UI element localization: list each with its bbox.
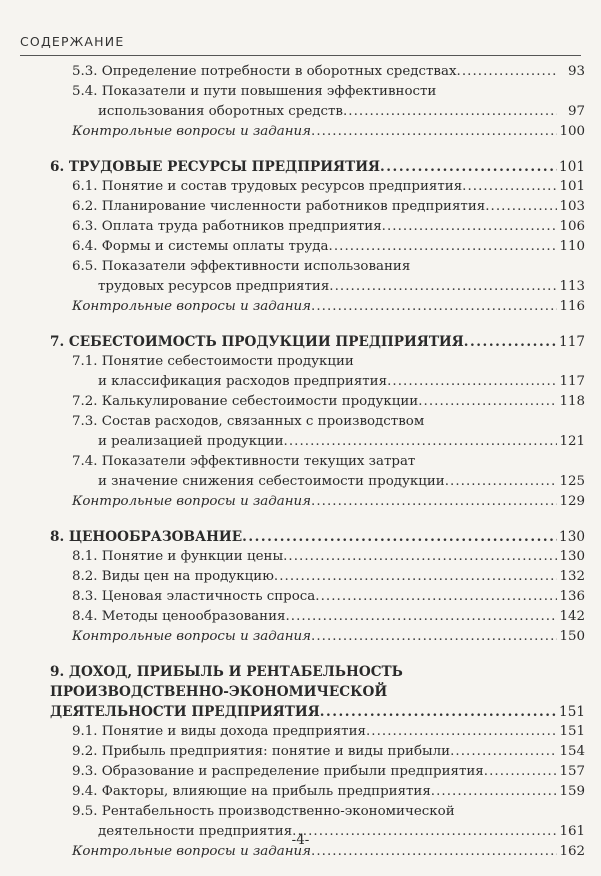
leader-dots [418,392,557,412]
chapter-title: 6. ТРУДОВЫЕ РЕСУРСЫ ПРЕДПРИЯТИЯ [50,159,381,175]
toc-entry-text: Контрольные вопросы и задания [72,299,312,314]
toc-page-number: 116 [559,299,585,314]
leader-dots [242,527,557,547]
toc-entry-7-2[interactable] [50,392,585,412]
leader-dots [274,567,557,587]
toc-entry-text: и реализацией продукции [98,434,284,449]
toc-entry-6-1[interactable] [50,177,585,197]
toc-entry-text: 9.1. Понятие и виды дохода предприятия [72,724,366,739]
table-of-contents [50,62,585,862]
toc-entry-9-2[interactable] [50,742,585,762]
chapter-title: 8. ЦЕНООБРАЗОВАНИЕ [50,529,243,545]
toc-entry-8-questions[interactable] [50,627,585,647]
leader-dots [285,607,557,627]
toc-entry-6-questions[interactable] [50,297,585,317]
toc-page-number: 106 [559,219,585,234]
toc-entry-6-2[interactable] [50,197,585,217]
toc-chapter-8[interactable] [50,527,585,547]
toc-entry-text: и классификация расходов предприятия [98,374,388,389]
toc-entry-8-3[interactable] [50,587,585,607]
toc-entry-text: 6.1. Понятие и состав трудовых ресурсов предприятия [72,179,463,194]
toc-entry-text: 9.3. Образование и распределение прибыли предприятия [72,764,484,779]
leader-dots [329,277,557,297]
header-rule [20,55,581,56]
toc-entry-8-1[interactable] [50,547,585,567]
toc-entry-text: 8.3. Ценовая эластичность спроса [72,589,316,604]
toc-entry-text: 9.2. Прибыль предприятия: понятие и виды прибыли [72,744,451,759]
page-number-footer: -4- [291,832,310,848]
toc-page-number: 159 [559,784,585,799]
chapter-title: ДЕЯТЕЛЬНОСТИ ПРЕДПРИЯТИЯ [50,704,320,720]
toc-chapter-9-line1[interactable]: 9. ДОХОД, ПРИБЫЛЬ И РЕНТАБЕЛЬНОСТЬ [50,664,403,680]
toc-entry-text: 6.4. Формы и системы оплаты труда [72,239,329,254]
toc-entry-text: Контрольные вопросы и задания [72,124,312,139]
toc-entry-text: и значение снижения себестоимости продукции [98,474,445,489]
leader-dots [311,492,557,512]
toc-entry-6-5[interactable] [50,277,585,297]
toc-entry-9-3[interactable] [50,762,585,782]
toc-page-number: 150 [559,629,585,644]
toc-entry-8-4[interactable] [50,607,585,627]
leader-dots [462,177,557,197]
toc-entry-8-2[interactable] [50,567,585,587]
toc-entry-9-5-line1[interactable]: 9.5. Рентабельность производственно-экономической [72,804,455,819]
toc-page-number: 118 [559,394,585,409]
toc-page-number: 129 [559,494,585,509]
toc-entry-text: трудовых ресурсов предприятия [98,279,330,294]
toc-page-number: 136 [559,589,585,604]
toc-entry-text: 8.4. Методы ценообразования [72,609,286,624]
toc-page-number: 103 [559,199,585,214]
toc-entry-7-1[interactable] [50,372,585,392]
toc-entry-6-3[interactable] [50,217,585,237]
toc-entry-text: Контрольные вопросы и задания [72,844,312,859]
toc-entry-text: 9.4. Факторы, влияющие на прибыль предприятия [72,784,431,799]
toc-entry-text: 6.2. Планирование численности работников предприятия [72,199,486,214]
toc-entry-text: деятельности предприятия [98,824,293,839]
toc-chapter-7[interactable] [50,332,585,352]
leader-dots [387,372,557,392]
toc-entry-7-3[interactable] [50,432,585,452]
leader-dots [320,702,557,722]
toc-chapter-9[interactable] [50,702,585,722]
leader-dots [485,197,557,217]
toc-page-number: 110 [559,239,585,254]
leader-dots [343,102,557,122]
leader-dots [284,432,557,452]
toc-page-number: 151 [559,724,585,739]
toc-page-number: 157 [559,764,585,779]
toc-entry-5-4-line1[interactable]: 5.4. Показатели и пути повышения эффективности [72,84,437,99]
toc-entry-text: Контрольные вопросы и задания [72,494,312,509]
toc-page-number: 100 [559,124,585,139]
toc-page-number: 113 [559,279,585,294]
toc-entry-6-4[interactable] [50,237,585,257]
toc-entry-7-4-line1[interactable]: 7.4. Показатели эффективности текущих затрат [72,454,416,469]
leader-dots [484,762,557,782]
toc-entry-7-3-line1[interactable]: 7.3. Состав расходов, связанных с производством [72,414,425,429]
toc-page-number: 101 [559,159,585,175]
toc-page-number: 142 [559,609,585,624]
toc-entry-5-4[interactable] [50,102,585,122]
toc-chapter-9-line2[interactable]: ПРОИЗВОДСТВЕННО-ЭКОНОМИЧЕСКОЙ [50,684,388,700]
toc-page-number: 161 [559,824,585,839]
toc-entry-7-questions[interactable] [50,492,585,512]
toc-entry-text: 5.3. Определение потребности в оборотных средствах [72,64,457,79]
leader-dots [283,547,557,567]
leader-dots [311,627,557,647]
toc-chapter-6[interactable] [50,157,585,177]
toc-entry-text: 7.2. Калькулирование себестоимости продукции [72,394,419,409]
leader-dots [315,587,557,607]
toc-entry-6-5-line1[interactable]: 6.5. Показатели эффективности использования [72,259,411,274]
toc-page-number: 162 [559,844,585,859]
toc-entry-text: 8.1. Понятие и функции цены [72,549,284,564]
chapter-title: 7. СЕБЕСТОИМОСТЬ ПРОДУКЦИИ ПРЕДПРИЯТИЯ [50,334,464,350]
toc-entry-5-3[interactable] [50,62,585,82]
toc-entry-text: Контрольные вопросы и задания [72,629,312,644]
leader-dots [464,332,557,352]
toc-page-number: 117 [559,334,585,350]
leader-dots [457,62,557,82]
leader-dots [329,237,557,257]
toc-page-number: 130 [559,529,585,545]
leader-dots [450,742,557,762]
toc-page-number: 117 [559,374,585,389]
leader-dots [311,297,557,317]
toc-entry-7-4[interactable] [50,472,585,492]
toc-entry-text: 6.3. Оплата труда работников предприятия [72,219,382,234]
toc-page-number: 121 [559,434,585,449]
leader-dots [445,472,557,492]
toc-page-number: 154 [559,744,585,759]
leader-dots [431,782,557,802]
toc-page-number: 125 [559,474,585,489]
running-title: СОДЕРЖАНИЕ [20,34,125,49]
toc-page-number: 130 [559,549,585,564]
leader-dots [366,722,557,742]
toc-entry-9-4[interactable] [50,782,585,802]
toc-page-number: 151 [559,704,585,720]
toc-entry-text: использования оборотных средств [98,104,343,119]
toc-page-number: 93 [567,64,585,79]
toc-page-number: 97 [567,104,585,119]
toc-page-number: 101 [559,179,585,194]
toc-entry-9-1[interactable] [50,722,585,742]
leader-dots [382,217,557,237]
toc-entry-text: 8.2. Виды цен на продукцию [72,569,274,584]
toc-entry-5-questions[interactable] [50,122,585,142]
toc-page-number: 132 [559,569,585,584]
leader-dots [380,157,557,177]
leader-dots [311,122,557,142]
toc-entry-7-1-line1[interactable]: 7.1. Понятие себестоимости продукции [72,354,354,369]
